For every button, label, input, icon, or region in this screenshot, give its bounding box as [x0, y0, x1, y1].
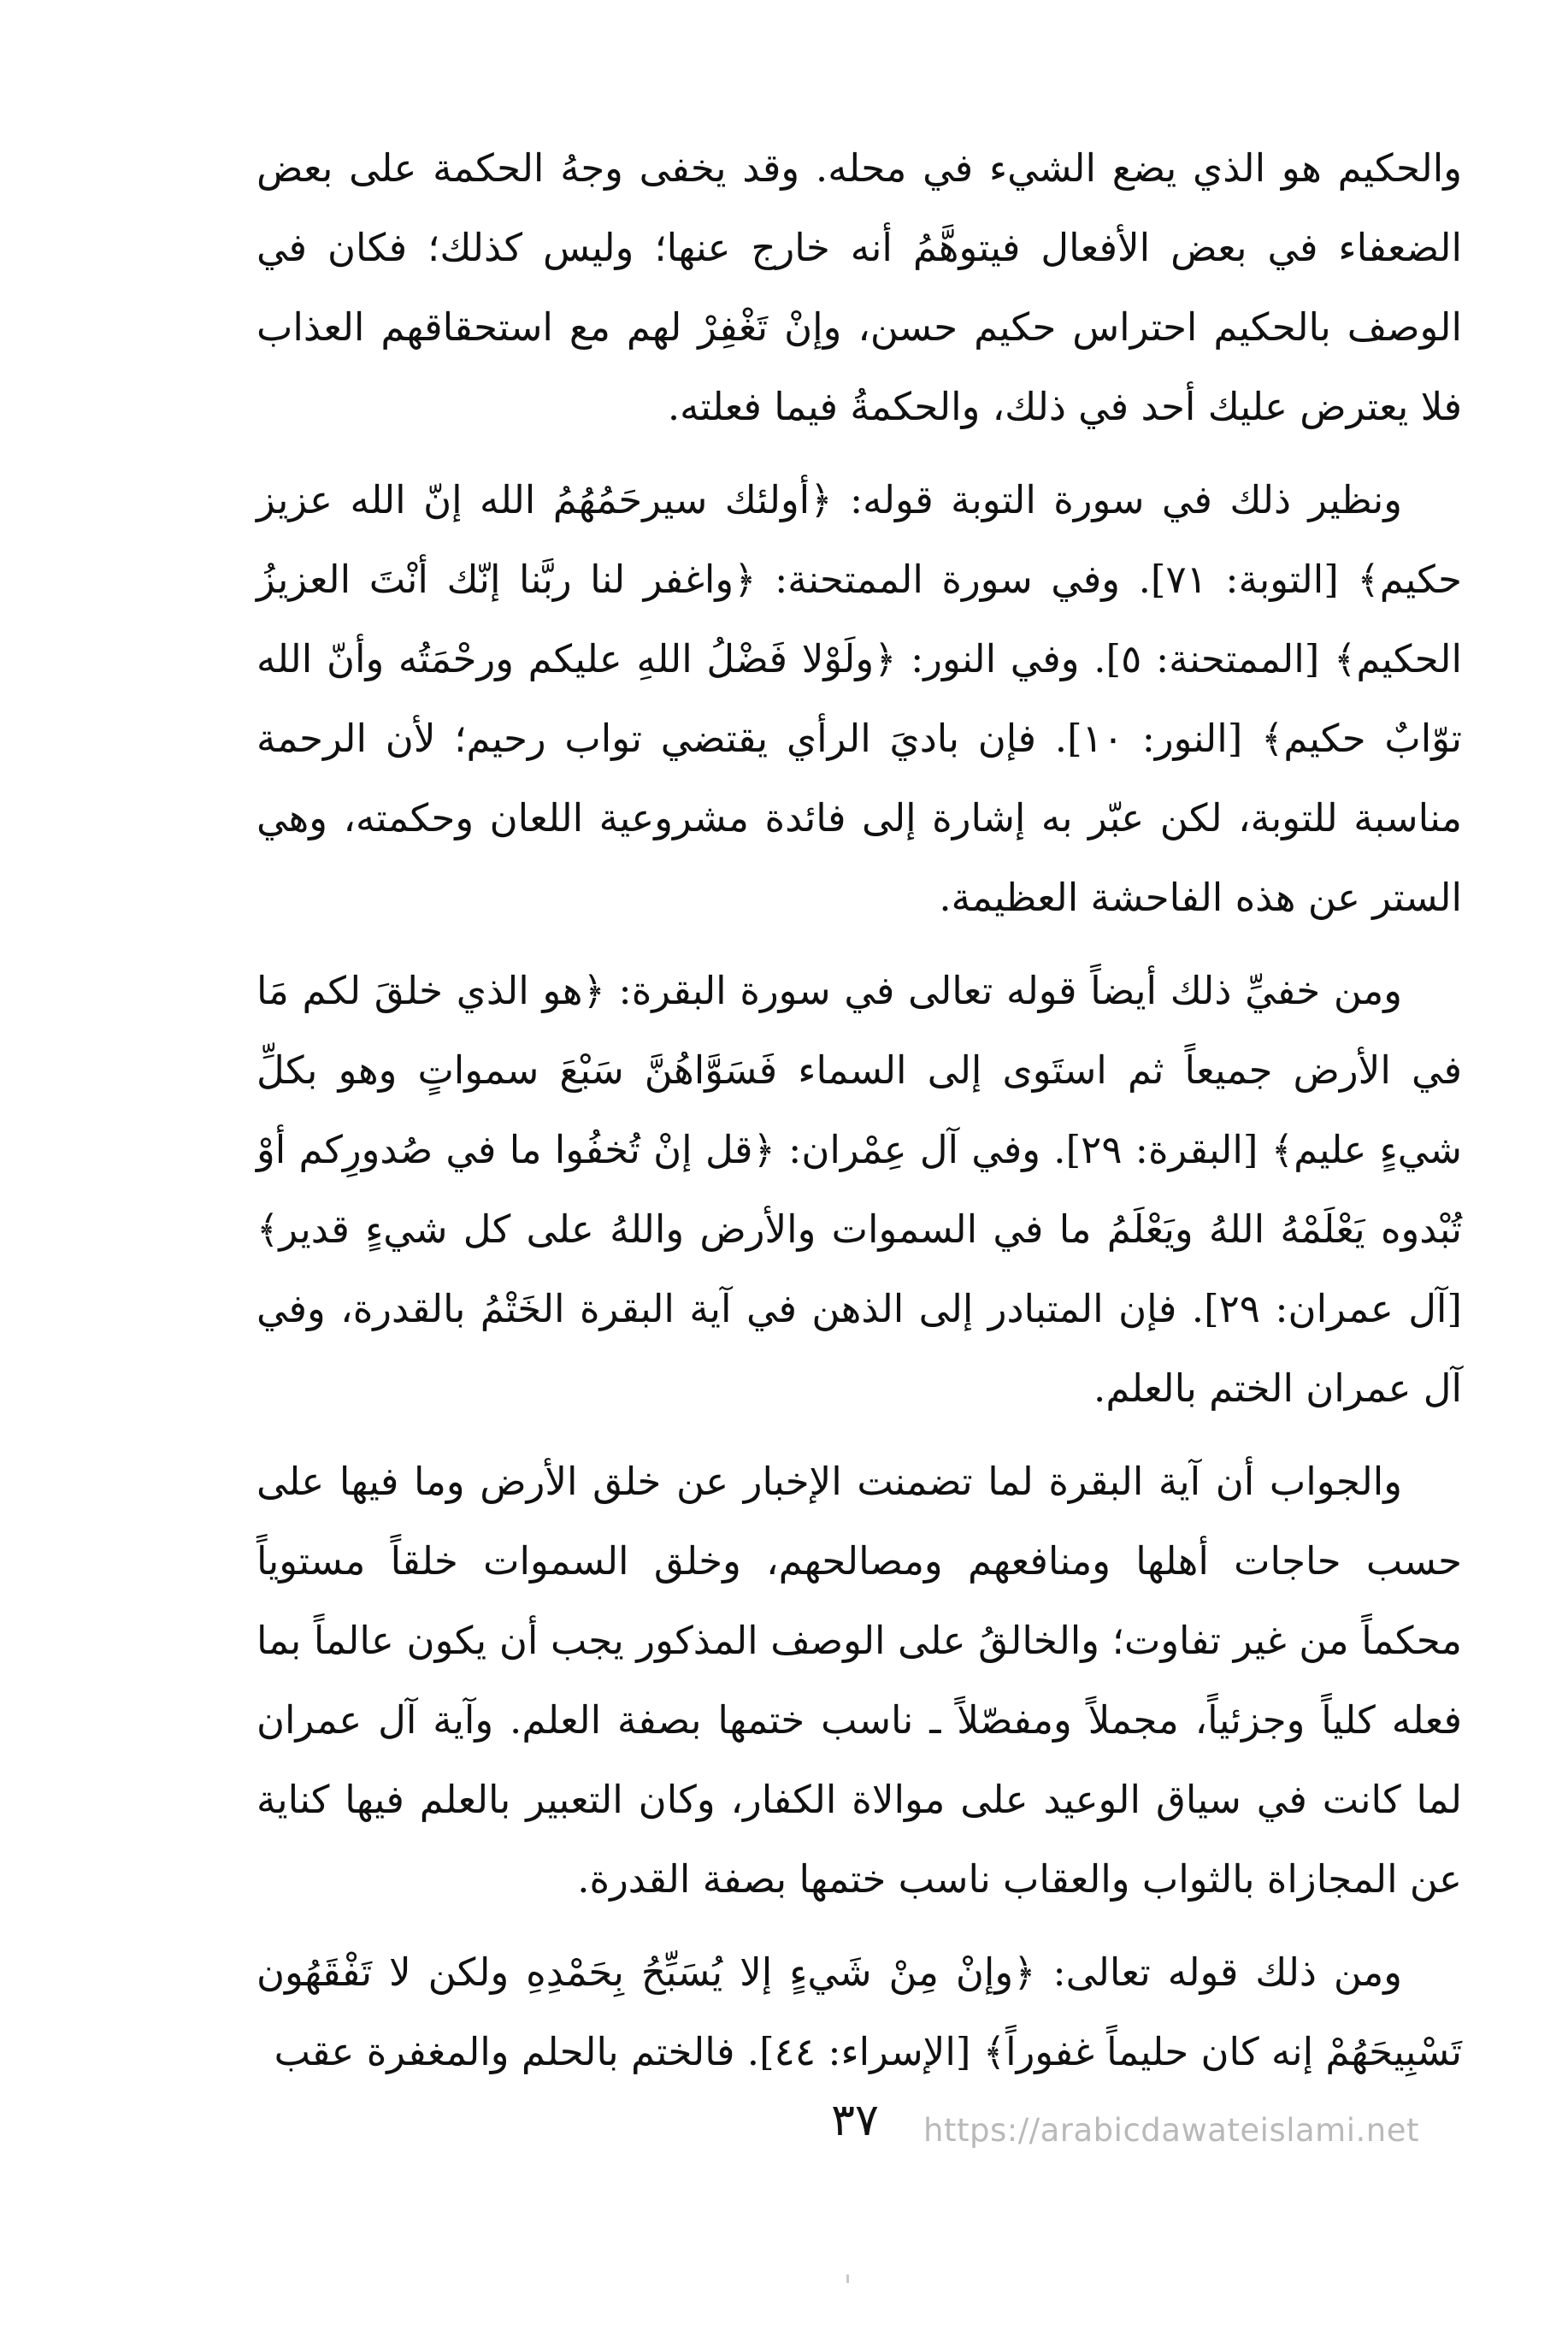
paragraph-3: ومن خفيِّ ذلك أيضاً قوله تعالى في سورة البقرة: ﴿هو الذي خلقَ لكم مَا في الأرض جميعاً ثم استَوى إلى السماء فَسَوَّاهُنَّ سَبْعَ سمواتٍ وهو بكلِّ شيءٍ عليم﴾ [البقرة: ٢٩]. وفي آل عِمْران: ﴿قل إنْ تُخفُوا ما في صُدورِكم أوْ تُبْدوه يَعْلَمْهُ اللهُ ويَعْلَمُ ما في السموات والأرض واللهُ على كل شيءٍ قدير﴾ [آل عمران: ٢٩]. فإن المتبادر إلى الذهن في آية البقرة الخَتْمُ بالقدرة، وفي آل عمران الختم بالعلم.: [256, 968, 1462, 1411]
scan-speck: [846, 2274, 849, 2283]
page-number: ٣٧: [831, 2095, 879, 2146]
paragraph-4: والجواب أن آية البقرة لما تضمنت الإخبار عن خلق الأرض وما فيها على حسب حاجات أهلها ومنافعهم ومصالحهم، وخلق السموات خلقاً مستوياً محكماً من غير تفاوت؛ والخالقُ على الوصف المذكور يجب أن يكون عالماً بما فعله كلياً وجزئياً، مجملاً ومفصّلاً ـ ناسب ختمها بصفة العلم. وآية آل عمران لما كانت في سياق الوعيد على موالاة الكفار، وكان التعبير بالعلم فيها كناية عن المجازاة بالثواب والعقاب ناسب ختمها بصفة القدرة.: [256, 1459, 1462, 1902]
paragraph-2: ونظير ذلك في سورة التوبة قوله: ﴿أولئك سيرحَمُهُمُ الله إنّ الله عزيز حكيم﴾ [التوبة: ٧١]. وفي سورة الممتحنة: ﴿واغفر لنا ربَّنا إنّك أنْتَ العزيزُ الحكيم﴾ [الممتحنة: ٥]. وفي النور: ﴿ولَوْلا فَضْلُ اللهِ عليكم ورحْمَتُه وأنّ الله توّابٌ حكيم﴾ [النور: ١٠]. فإن باديَ الرأي يقتضي تواب رحيم؛ لأن الرحمة مناسبة للتوبة، لكن عبّر به إشارة إلى فائدة مشروعية اللعان وحكمته، وهي الستر عن هذه الفاحشة العظيمة.: [256, 477, 1462, 920]
paragraph-5: ومن ذلك قوله تعالى: ﴿وإنْ مِنْ شَيءٍ إلا يُسَبِّحُ بِحَمْدِهِ ولكن لا تَفْقَهُون تَسْبِيحَهُمْ إنه كان حليماً غفوراً﴾ [الإسراء: ٤٤]. فالختم بالحلم والمغفرة عقب: [256, 1950, 1462, 2074]
paragraph-1: والحكيم هو الذي يضع الشيء في محله. وقد يخفى وجهُ الحكمة على بعض الضعفاء في بعض الأفعال فيتوهَّمُ أنه خارج عنها؛ وليس كذلك؛ فكان في الوصف بالحكيم احتراس حكيم حسن، وإنْ تَغْفِرْ لهم مع استحقاقهم العذاب فلا يعترض عليك أحد في ذلك، والحكمةُ فيما فعلته.: [256, 145, 1462, 429]
watermark-url: https://arabicdawateislami.net: [923, 2112, 1419, 2149]
body-text: [256, 128, 1462, 2105]
